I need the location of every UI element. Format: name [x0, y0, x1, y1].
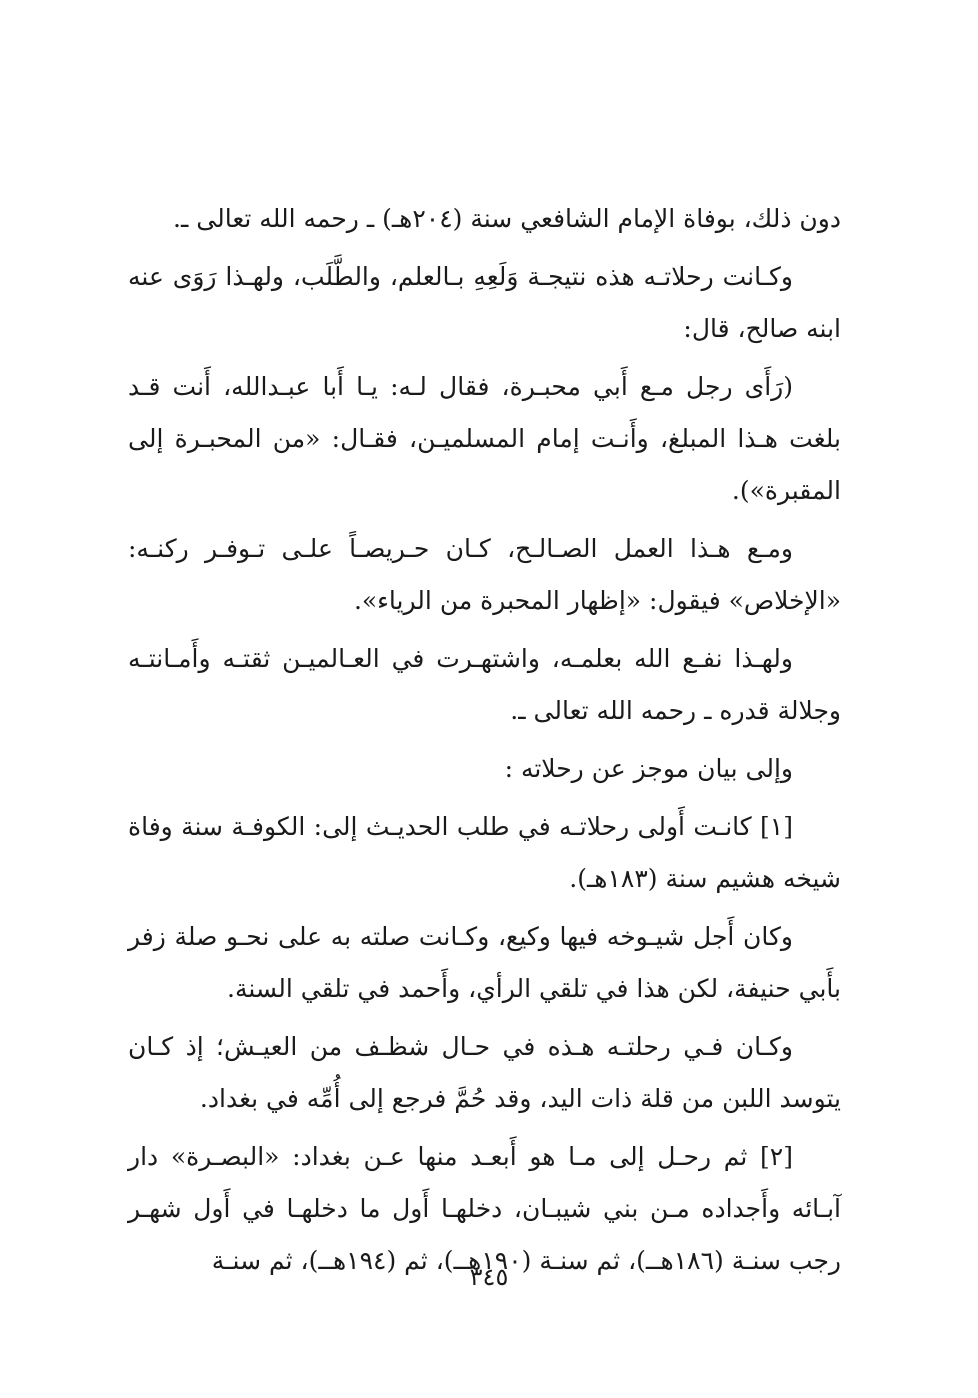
paragraph-8: وكان أَجل شيـوخه فيها وكيع، وكـانت صلته به على نحـو صلة زفر بأَبي حنيفة، لكن هذا في تلقي الرأي، وأَحمد في تلقي السنة. — [128, 922, 841, 1003]
paragraph-7: [١] كانـت أَولى رحلاتـه في طلب الحديـث إلى: الكوفـة سنة وفاة شيخه هشيم سنة (١٨٣هـ). — [128, 812, 841, 893]
paragraph-4: ومـع هـذا العمل الصـالـح، كـان حـريصـاً علـى تـوفـر ركنـه: «الإخلاص» فيقول: «إظهار المحبرة من الرياء». — [128, 534, 841, 615]
paragraph-2: وكـانت رحلاتـه هذه نتيجـة وَلَعِهِ بـالعلم، والطَّلَب، ولهـذا رَوَى عنه ابنه صالح، قال: — [128, 262, 841, 343]
paragraph-6: وإلى بيان موجز عن رحلاته : — [504, 754, 793, 783]
paragraph-9: وكـان فـي رحلتـه هـذه في حـال شظـف من العيـش؛ إذ كـان يتوسد اللبن من قلة ذات اليد، وقد حُمَّ فرجع إلى أُمِّه في بغداد. — [128, 1032, 841, 1113]
paragraph-3: (رَأَى رجل مـع أَبي محبـرة، فقال لـه: يـا أَبا عبـدالله، أَنت قـد بلغت هـذا المبلغ، وأَنـت إمام المسلميـن، فقـال: «من المحبـرة إلى المقبرة»). — [128, 372, 841, 505]
paragraph-10: [٢] ثم رحـل إلى مـا هو أَبعـد منها عـن بغداد: «البصـرة» دار آبـائه وأَجداده مـن بني شيبـان، دخلهـا أَول ما دخلهـا في أَول شهـر رجب سنـة (١٨٦هــ)، ثم سنـة (١٩٠هــ)، ثم (١٩٤هــ)، ثم سنـة — [128, 1142, 841, 1275]
paragraph-1: دون ذلك، بوفاة الإمام الشافعي سنة (٢٠٤هـ) ـ رحمه الله تعالى ـ. — [173, 204, 841, 233]
page-number: ٣٤٥ — [469, 1263, 509, 1291]
body-text — [128, 193, 841, 1293]
paragraph-5: ولهـذا نفـع الله بعلمـه، واشتهـرت في العـالميـن ثقتـه وأَمـانتـه وجلالة قدره ـ رحمه الله تعالى ـ. — [128, 644, 841, 725]
